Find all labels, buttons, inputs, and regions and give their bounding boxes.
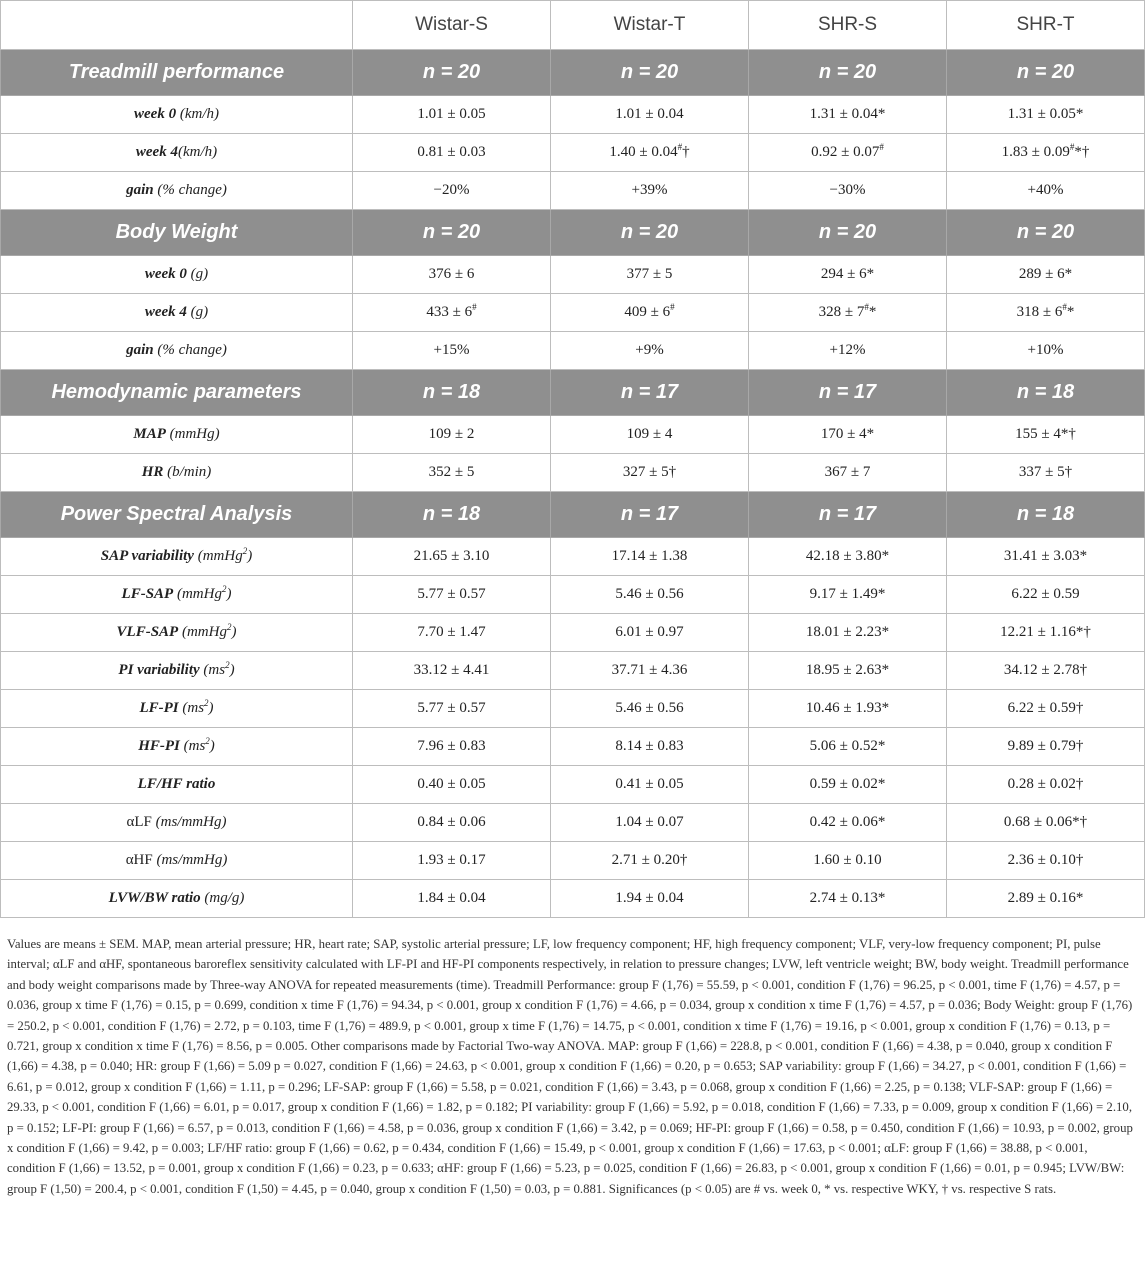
table-cell: 5.77 ± 0.57 [353,576,551,614]
table-cell: 1.04 ± 0.07 [551,804,749,842]
table-cell: +15% [353,332,551,370]
table-row [1,880,1145,918]
table-cell: 376 ± 6 [353,256,551,294]
table-cell: 155 ± 4*† [947,416,1145,454]
table-row [1,804,1145,842]
table-cell: 8.14 ± 0.83 [551,728,749,766]
table-row [1,690,1145,728]
row-label: αLF (ms/mmHg) [1,804,353,842]
section-title: Body Weight [1,210,353,256]
table-row [1,96,1145,134]
table-cell: 5.77 ± 0.57 [353,690,551,728]
row-label: SAP variability (mmHg$^2$) [1,538,353,576]
table-cell: 5.46 ± 0.56 [551,576,749,614]
row-label: LF/HF ratio [1,766,353,804]
table-cell: 289 ± 6* [947,256,1145,294]
table-cell: 352 ± 5 [353,454,551,492]
column-header: SHR-S [749,1,947,50]
table-footnote: Values are means ± SEM. MAP, mean arterial pressure; HR, heart rate; SAP, systolic arterial pressure; LF, low frequency component; HF, high frequency component; VLF, very-low frequency component; PI, pulse interval; αLF and αHF, spontaneous baroreflex sensitivity calculated with LF-PI and HF-PI components respectively, in relation to pressure changes; LVW, left ventricle weight; BW, body weight. Treadmill performance and body weight comparisons made by Three-way ANOVA for repeated measurements (time). Treadmill Performance: group F (1,76) = 55.59, p < 0.001, condition F (1,76) = 96.25, p < 0.001, time F (1,76) = 4.57, p = 0.036, group x time F (1,76) = 0.15, p = 0.699, condition x time F (1,76) = 94.34, p < 0.001, group x condition F (1,76) = 4.66, p = 0.034, group x condition x time F (1,76) = 4.57, p = 0.036; Body Weight: group F (1,76) = 250.2, p < 0.001, condition F (1,76) = 2.72, p = 0.103, time F (1,76) = 489.9, p < 0.001, group x time F (1,76) = 14.75, p < 0.001, condition x time F (1,76) = 19.16, p < 0.001, group x condition F (1,76) = 0.13, p = 0.721, group x condition x time F (1,76) = 8.56, p = 0.005. Other comparisons made by Factorial Two-way ANOVA. MAP: group F (1,66) = 228.8, p < 0.001, condition F (1,66) = 4.38, p = 0.040, group x condition F (1,66) = 4.38, p = 0.040; HR: group F (1,66) = 5.09 p = 0.027, condition F (1,66) = 24.63, p < 0.001, group x condition F (1,66) = 0.20, p = 0.653; SAP variability: group F (1,66) = 34.27, p < 0.001, condition F (1,66) = 6.61, p = 0.012, group x condition F (1,66) = 1.11, p = 0.296; LF-SAP: group F (1,66) = 5.58, p = 0.021, condition F (1,66) = 3.43, p = 0.068, group x condition F (1,66) = 2.25, p = 0.138; VLF-SAP: group F (1,66) = 29.33, p < 0.001, condition F (1,66) = 6.01, p = 0.017, group x condition F (1,66) = 1.82, p = 0.182; PI variability: group F (1,66) = 5.92, p = 0.018, condition F (1,66) = 7.33, p = 0.009, group x condition F (1,66) = 2.10, p = 0.152; LF-PI: group F (1,66) = 6.57, p = 0.013, condition F (1,66) = 4.58, p = 0.036, group x condition F (1,66) = 3.42, p = 0.069; HF-PI: group F (1,66) = 0.58, p = 0.450, condition F (1,66) = 10.93, p = 0.002, group x condition F (1,66) = 9.42, p = 0.003; LF/HF ratio: group F (1,66) = 0.62, p = 0.434, condition F (1,66) = 15.49, p < 0.001, group x condition F (1,66) = 17.63, p < 0.001; αLF: group F (1,66) = 38.88, p < 0.001, condition F (1,66) = 13.52, p = 0.001, group x condition F (1,66) = 0.23, p = 0.633; αHF: group F (1,66) = 5.23, p = 0.025, condition F (1,66) = 26.83, p < 0.001, group x condition F (1,66) = 0.01, p = 0.945; LVW/BW: group F (1,50) = 200.4, p < 0.001, condition F (1,50) = 4.45, p = 0.040, group x condition F (1,50) = 0.03, p = 0.881. Significances (p < 0.05) are # vs. week 0, * vs. respective WKY, † vs. respective S rats. [7,937,1133,1196]
table-cell: +10% [947,332,1145,370]
group-n-count: n = 18 [947,370,1145,416]
table-cell: 337 ± 5† [947,454,1145,492]
group-n-count: n = 20 [749,50,947,96]
table-cell: 1.40 ± 0.04#† [551,134,749,172]
table-cell: 9.17 ± 1.49* [749,576,947,614]
row-label: HF-PI $(ms^2)$ [1,728,353,766]
row-label: αHF (ms/mmHg) [1,842,353,880]
table-cell: 0.84 ± 0.06 [353,804,551,842]
table-cell: 1.31 ± 0.05* [947,96,1145,134]
table-cell: 2.71 ± 0.20† [551,842,749,880]
table-cell: 2.36 ± 0.10† [947,842,1145,880]
group-n-count: n = 17 [749,370,947,416]
table-cell: 327 ± 5† [551,454,749,492]
group-n-count: n = 17 [749,492,947,538]
table-cell: 21.65 ± 3.10 [353,538,551,576]
section-title: Hemodynamic parameters [1,370,353,416]
table-cell: 377 ± 5 [551,256,749,294]
table-cell: 109 ± 4 [551,416,749,454]
table-cell: 433 ± 6# [353,294,551,332]
table-cell: 6.22 ± 0.59 [947,576,1145,614]
row-label: week 0 (g) [1,256,353,294]
group-n-count: n = 20 [551,50,749,96]
row-label: week 0 (km/h) [1,96,353,134]
row-label: MAP (mmHg) [1,416,353,454]
table-row [1,614,1145,652]
table-cell: 0.92 ± 0.07# [749,134,947,172]
section-header-treadmill [1,50,1145,96]
table-cell: 1.01 ± 0.05 [353,96,551,134]
row-label: week 4(km/h) [1,134,353,172]
table-cell: 10.46 ± 1.93* [749,690,947,728]
row-label: PI variability $(ms^2)$ [1,652,353,690]
table-row [1,332,1145,370]
table-cell: +39% [551,172,749,210]
table-cell: 37.71 ± 4.36 [551,652,749,690]
table-row [1,172,1145,210]
section-title: Treadmill performance [1,50,353,96]
table-cell: 33.12 ± 4.41 [353,652,551,690]
group-n-count: n = 20 [551,210,749,256]
group-n-count: n = 18 [947,492,1145,538]
table-cell: 31.41 ± 3.03* [947,538,1145,576]
table-row [1,416,1145,454]
table-cell: 1.94 ± 0.04 [551,880,749,918]
table-row [1,454,1145,492]
table-cell: 2.74 ± 0.13* [749,880,947,918]
section-header-body-weight [1,210,1145,256]
table-row [1,728,1145,766]
table-row [1,576,1145,614]
group-n-count: n = 20 [353,210,551,256]
table-cell: 7.96 ± 0.83 [353,728,551,766]
column-header: SHR-T [947,1,1145,50]
group-n-count: n = 20 [947,210,1145,256]
column-header: Wistar-T [551,1,749,50]
table-cell: 0.68 ± 0.06*† [947,804,1145,842]
group-n-count: n = 17 [551,492,749,538]
table-cell: 42.18 ± 3.80* [749,538,947,576]
table-row [1,256,1145,294]
table-cell: 294 ± 6* [749,256,947,294]
table-row [1,842,1145,880]
table-cell: 17.14 ± 1.38 [551,538,749,576]
table-cell: 1.93 ± 0.17 [353,842,551,880]
table-cell: 170 ± 4* [749,416,947,454]
table-cell: 1.60 ± 0.10 [749,842,947,880]
row-label: VLF-SAP (mmHg$^2$) [1,614,353,652]
table-cell: 1.83 ± 0.09#*† [947,134,1145,172]
table-cell: 9.89 ± 0.79† [947,728,1145,766]
row-label: LF-SAP (mmHg$^2$) [1,576,353,614]
table-row [1,134,1145,172]
group-n-count: n = 18 [353,492,551,538]
table-cell: 109 ± 2 [353,416,551,454]
table-cell: +9% [551,332,749,370]
table-cell: 0.41 ± 0.05 [551,766,749,804]
group-n-count: n = 18 [353,370,551,416]
row-label: LF-PI $(ms^2)$ [1,690,353,728]
table-cell: −20% [353,172,551,210]
table-cell: 409 ± 6# [551,294,749,332]
table-cell: 0.28 ± 0.02† [947,766,1145,804]
table-cell: 2.89 ± 0.16* [947,880,1145,918]
table-cell: 328 ± 7#* [749,294,947,332]
group-n-count: n = 20 [947,50,1145,96]
table-cell: 12.21 ± 1.16*† [947,614,1145,652]
table-cell: 0.59 ± 0.02* [749,766,947,804]
table-cell: 6.22 ± 0.59† [947,690,1145,728]
table-cell: 5.06 ± 0.52* [749,728,947,766]
table-cell: 318 ± 6#* [947,294,1145,332]
table-cell: 1.31 ± 0.04* [749,96,947,134]
table-cell: 34.12 ± 2.78† [947,652,1145,690]
group-n-count: n = 17 [551,370,749,416]
table-cell: 0.40 ± 0.05 [353,766,551,804]
table-cell: 367 ± 7 [749,454,947,492]
table-cell: 7.70 ± 1.47 [353,614,551,652]
section-header-power [1,492,1145,538]
column-header: Wistar-S [353,1,551,50]
table-cell: +40% [947,172,1145,210]
table-cell: 18.95 ± 2.63* [749,652,947,690]
row-label: gain (% change) [1,172,353,210]
header-corner-cell [1,1,353,50]
table-cell: 1.84 ± 0.04 [353,880,551,918]
row-label: LVW/BW ratio (mg/g) [1,880,353,918]
table-row [1,294,1145,332]
table-row [1,652,1145,690]
group-n-count: n = 20 [353,50,551,96]
table-cell: 0.42 ± 0.06* [749,804,947,842]
section-title: Power Spectral Analysis [1,492,353,538]
column-header-row [1,1,1145,50]
table-cell: 0.81 ± 0.03 [353,134,551,172]
table-cell: −30% [749,172,947,210]
table-row [1,766,1145,804]
table-cell: 6.01 ± 0.97 [551,614,749,652]
table-cell: +12% [749,332,947,370]
table-cell: 18.01 ± 2.23* [749,614,947,652]
section-header-hemodynamic [1,370,1145,416]
table-cell: 1.01 ± 0.04 [551,96,749,134]
row-label: HR (b/min) [1,454,353,492]
table-row [1,538,1145,576]
group-n-count: n = 20 [749,210,947,256]
row-label: week 4 (g) [1,294,353,332]
row-label: gain (% change) [1,332,353,370]
table-cell: 5.46 ± 0.56 [551,690,749,728]
